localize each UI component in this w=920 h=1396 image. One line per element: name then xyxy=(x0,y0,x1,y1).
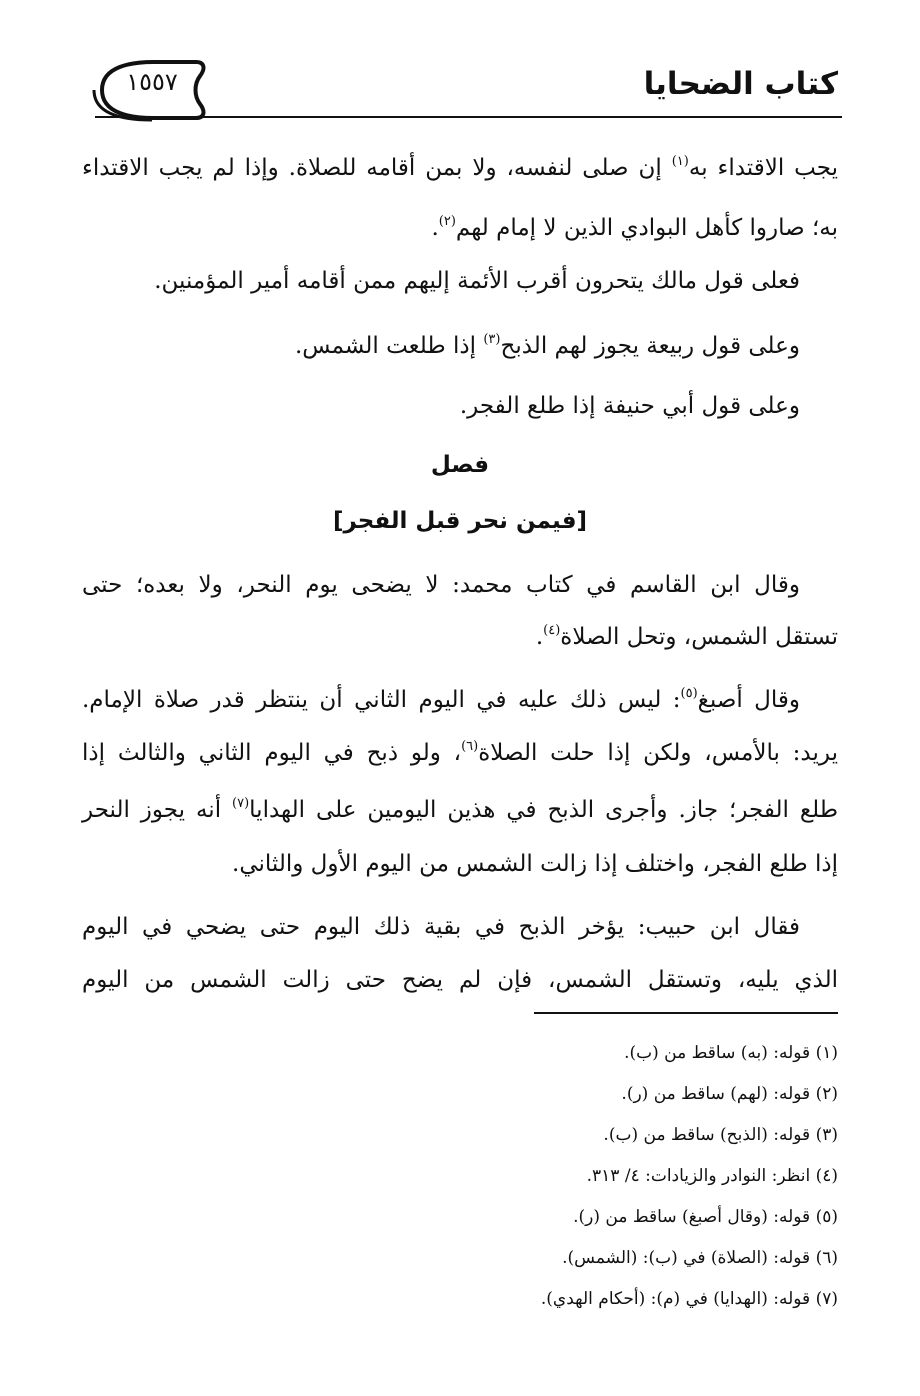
footnote: (٣) قوله: (الذبح) ساقط من (ب). xyxy=(603,1125,838,1145)
text-line: إذا طلع الفجر، واختلف إذا زالت الشمس من اليوم الأول والثاني. xyxy=(232,851,838,877)
footnote: (٧) قوله: (الهدايا) في (م): (أحكام الهدي). xyxy=(540,1289,838,1309)
section-title: [فيمن نحر قبل الفجر] xyxy=(332,508,588,534)
book-title: كتاب الضحايا xyxy=(643,66,838,102)
text-line: تستقل الشمس، وتحل الصلاة$^{(٤)}$. xyxy=(535,623,838,650)
text-line: وقال أصبغ$^{(٥)}$: ليس ذلك عليه في اليوم الثاني أن ينتظر قدر صلاة الإمام. xyxy=(82,686,801,713)
footnote: (١) قوله: (به) ساقط من (ب). xyxy=(624,1043,838,1063)
text-line: فعلى قول مالك يتحرون أقرب الأئمة إليهم ممن أقامه أمير المؤمنين. xyxy=(154,268,800,294)
footnote: (٦) قوله: (الصلاة) في (ب): (الشمس). xyxy=(562,1248,838,1268)
footnote: (٤) انظر: النوادر والزيادات: ٤/ ٣١٣. xyxy=(586,1166,838,1186)
page-number-badge xyxy=(92,58,210,122)
footnote: (٢) قوله: (لهم) ساقط من (ر). xyxy=(621,1084,838,1104)
header-rule xyxy=(95,116,842,118)
text-line: به؛ صاروا كأهل البوادي الذين لا إمام لهم$^{(٢)}$. xyxy=(431,214,838,241)
text-line: وعلى قول ربيعة يجوز لهم الذبح$^{(٣)}$ إذا طلعت الشمس. xyxy=(294,332,800,359)
page-number: ١٥٥٧ xyxy=(126,68,178,96)
footnote-separator xyxy=(534,1012,838,1014)
text-line: وقال ابن القاسم في كتاب محمد: لا يضحى يوم النحر، ولا بعده؛ حتى xyxy=(82,572,800,598)
text-line: يجب الاقتداء به$^{(١)}$ إن صلى لنفسه، ولا بمن أقامه للصلاة. وإذا لم يجب الاقتداء xyxy=(82,154,838,181)
text-line: يريد: بالأمس، ولكن إذا حلت الصلاة$^{(٦)}$، ولو ذبح في اليوم الثاني والثالث إذا xyxy=(82,739,838,766)
text-line: الذي يليه، وتستقل الشمس، فإن لم يضح حتى زالت الشمس من اليوم xyxy=(82,967,838,993)
section-label: فصل xyxy=(430,452,490,478)
running-header xyxy=(0,0,920,130)
text-line: طلع الفجر؛ جاز. وأجرى الذبح في هذين اليومين على الهدايا$^{(٧)}$ أنه يجوز النحر xyxy=(82,796,838,823)
text-line: فقال ابن حبيب: يؤخر الذبح في بقية ذلك اليوم حتى يضحي في اليوم xyxy=(82,914,800,940)
footnote: (٥) قوله: (وقال أصبغ) ساقط من (ر). xyxy=(573,1207,838,1227)
text-line: وعلى قول أبي حنيفة إذا طلع الفجر. xyxy=(459,393,800,419)
